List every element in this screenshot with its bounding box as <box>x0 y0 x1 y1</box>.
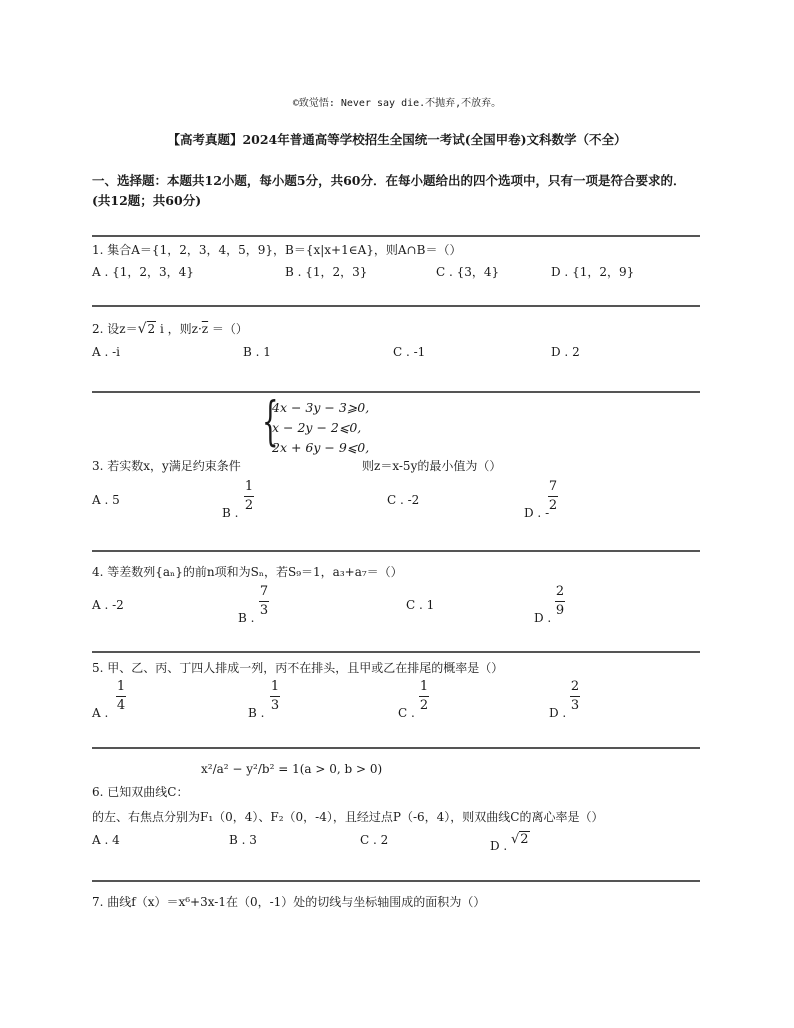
page-title: 【高考真题】2024年普通高等学校招生全国统一考试(全国甲卷)文科数学（不全） <box>167 132 627 147</box>
question-3-option-c[interactable]: C . -2 <box>387 493 420 507</box>
question-2-option-c[interactable]: C . -1 <box>393 345 426 359</box>
hyperbola-equation: x²/a² − y²/b² = 1(a > 0, b > 0) <box>201 762 383 776</box>
constraint-3: 2x + 6y − 9⩽0, <box>272 440 370 455</box>
question-5-option-c[interactable]: C . <box>398 706 415 720</box>
sqrt-expression: √2 <box>511 832 529 847</box>
question-6-option-b[interactable]: B . 3 <box>229 833 257 847</box>
question-5-option-b[interactable]: B . <box>248 706 265 720</box>
question-1-stem: 1. 集合A＝{1，2，3，4，5，9}，B＝{x|x+1∈A}，则A∩B＝（） <box>92 243 462 257</box>
fraction: 2 9 <box>555 584 565 618</box>
question-3-option-b[interactable]: B . <box>222 506 239 520</box>
question-1-option-d[interactable]: D . {1，2，9} <box>551 265 635 279</box>
question-2-option-a[interactable]: A . -i <box>92 345 121 359</box>
divider <box>92 391 700 393</box>
question-2-stem: 2. 设z＝√2 i ，则$z\cdot\overline{z}$ ＝（） <box>92 321 248 337</box>
divider <box>92 880 700 882</box>
question-4-option-c[interactable]: C . 1 <box>406 598 435 612</box>
question-6-option-a[interactable]: A . 4 <box>92 833 120 847</box>
question-6-option-c[interactable]: C . 2 <box>360 833 389 847</box>
brace-symbol: { <box>262 392 279 452</box>
divider <box>92 305 700 307</box>
divider <box>92 235 700 237</box>
question-3-option-d[interactable]: D . - <box>524 506 550 520</box>
fraction: 1 2 <box>419 679 429 713</box>
question-6-stem-b: 的左、右焦点分别为F₁（0，4）、F₂（0，-4），且经过点P（-6，4），则双曲线C的离心率是（） <box>92 810 604 824</box>
divider <box>92 651 700 653</box>
fraction: 1 3 <box>270 679 280 713</box>
question-3-stem-a: 3. 若实数x，y满足约束条件 <box>92 459 241 473</box>
question-4-option-a[interactable]: A . -2 <box>92 598 124 612</box>
fraction: 1 2 <box>244 479 254 513</box>
question-1-option-a[interactable]: A . {1，2，3，4} <box>92 265 194 279</box>
question-4-stem: 4. 等差数列{aₙ}的前n项和为Sₙ，若S₉＝1，a₃+a₇＝（） <box>92 565 403 579</box>
fraction: 7 3 <box>259 584 269 618</box>
fraction: 1 4 <box>116 679 126 713</box>
question-5-option-d[interactable]: D . <box>549 706 567 720</box>
question-6-option-d[interactable]: D . <box>490 839 508 853</box>
constraint-2: x − 2y − 2⩽0, <box>272 420 362 435</box>
fraction: 7 2 <box>548 479 558 513</box>
constraint-1: 4x − 3y − 3⩾0, <box>272 400 370 415</box>
question-5-option-a[interactable]: A . <box>92 706 109 720</box>
question-4-option-d[interactable]: D . <box>534 611 552 625</box>
question-1-option-b[interactable]: B . {1，2，3} <box>285 265 368 279</box>
section-heading: 一、选择题：本题共12小题，每小题5分，共60分．在每小题给出的四个选项中，只有一项是符合要求的．(共12题；共60分) <box>92 173 686 208</box>
question-6-stem-a: 6. 已知双曲线C： <box>92 785 189 799</box>
question-4-option-b[interactable]: B . <box>238 611 255 625</box>
motto: ©致觉悟: Never say die.不抛弃,不放弃。 <box>292 98 502 109</box>
divider <box>92 550 700 552</box>
question-7-stem: 7. 曲线f（x）＝x⁶+3x-1在（0，-1）处的切线与坐标轴围成的面积为（） <box>92 895 486 909</box>
question-5-stem: 5. 甲、乙、丙、丁四人排成一列，丙不在排头，且甲或乙在排尾的概率是（） <box>92 661 504 675</box>
question-2-option-b[interactable]: B . 1 <box>243 345 271 359</box>
question-3-stem-b: 则z＝x-5y的最小值为（） <box>362 459 502 473</box>
question-2-option-d[interactable]: D . 2 <box>551 345 580 359</box>
divider <box>92 747 700 749</box>
constraint-system <box>272 398 369 458</box>
question-1-option-c[interactable]: C . {3，4} <box>436 265 500 279</box>
fraction: 2 3 <box>570 679 580 713</box>
question-3-option-a[interactable]: A . 5 <box>92 493 120 507</box>
